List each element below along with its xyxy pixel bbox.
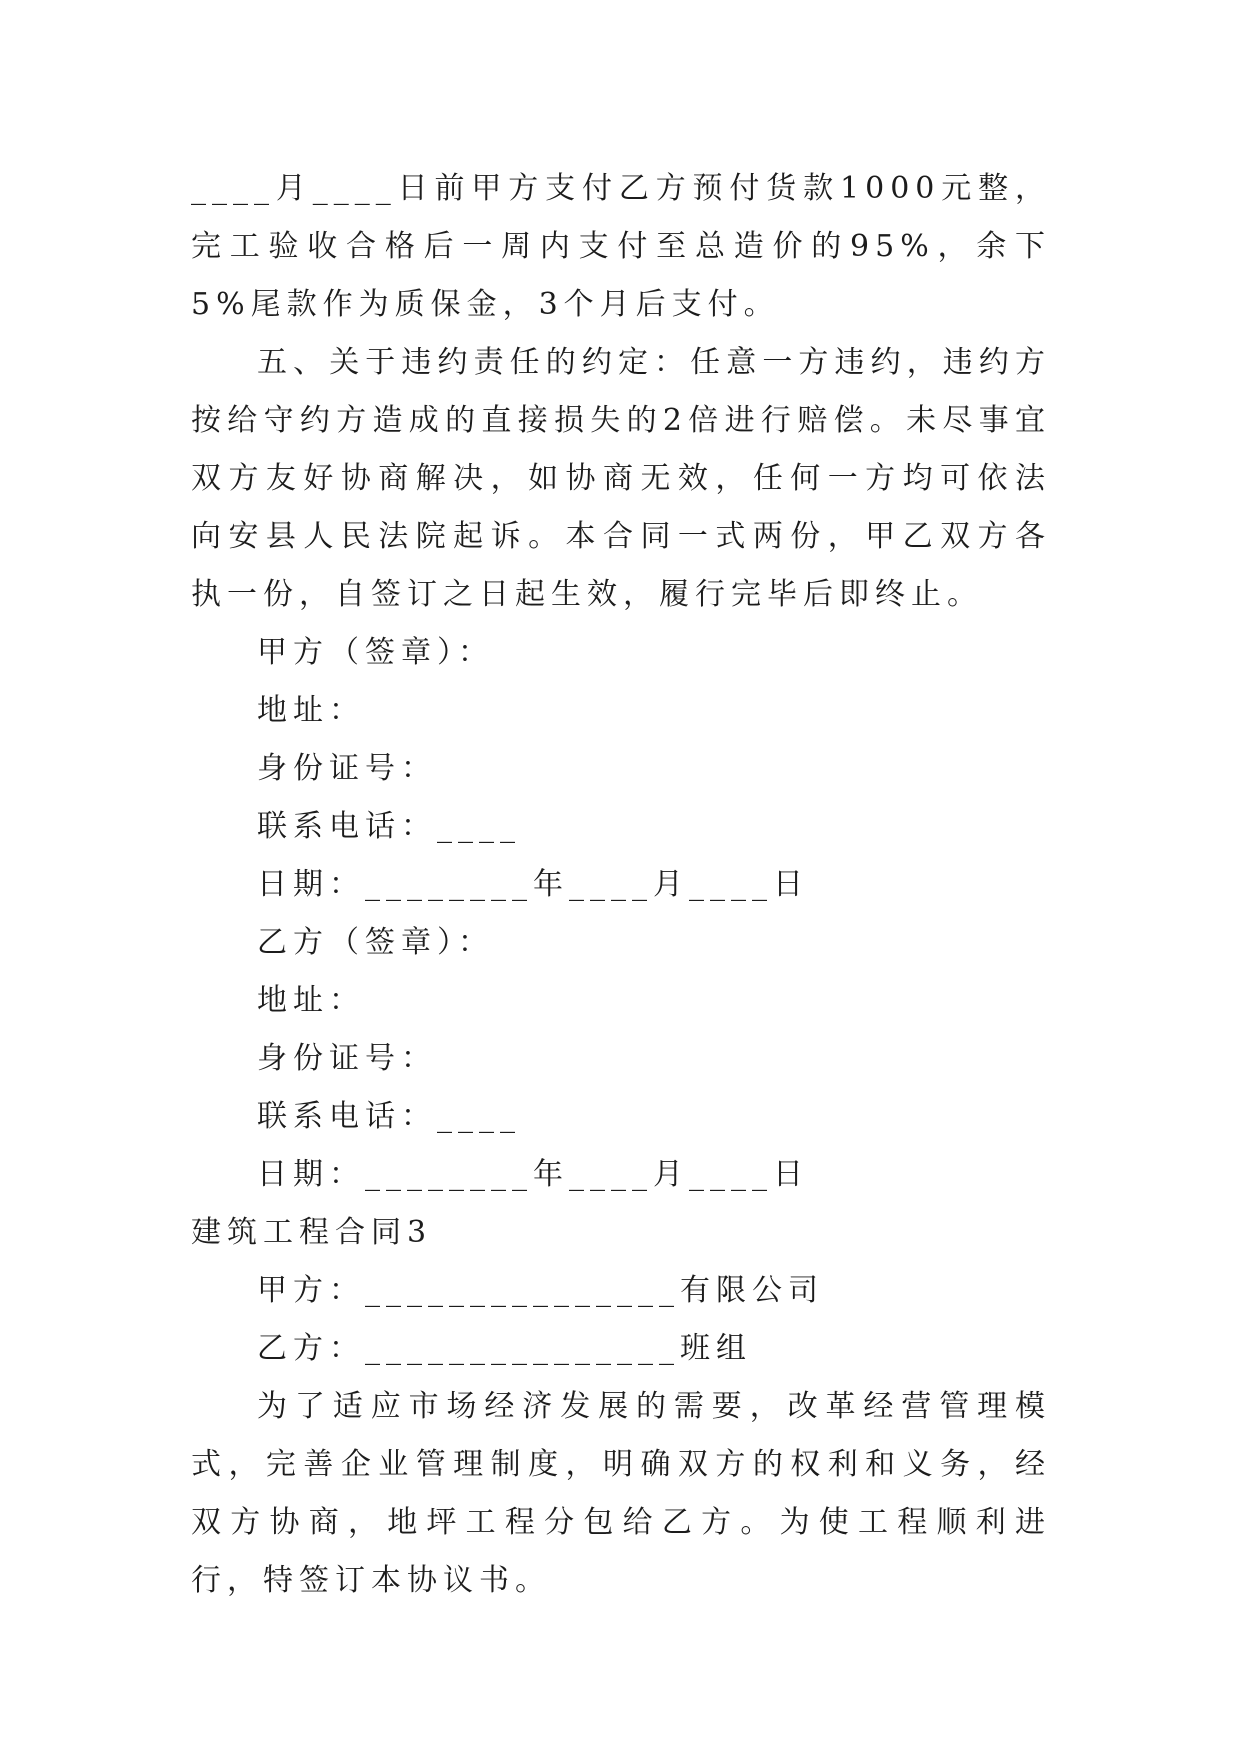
party-b-phone-field: 联系电话：____ [257,1099,521,1134]
party-a-signature-block [191,624,1051,914]
payment-terms-paragraph: ____月____日前甲方支付乙方预付货款1000元整，完工验收合格后一周内支付至总造价的95%，余下5%尾款作为质保金，3个月后支付。 [191,171,1051,322]
document-body [191,160,1051,1610]
party-b-sign-field: 乙方（签章）： [257,925,494,960]
party-a-date-field: 日期：________年____月____日 [257,867,809,902]
party-b-id-field: 身份证号： [257,1041,437,1076]
party-b-address-field: 地址： [257,983,365,1018]
section-title: 建筑工程合同3 [191,1215,433,1250]
party-b-date-field: 日期：________年____月____日 [257,1157,809,1192]
contract3-intro-paragraph: 为了适应市场经济发展的需要，改革经营管理模式，完善企业管理制度，明确双方的权利和义务，经双方协商，地坪工程分包给乙方。为使工程顺利进行，特签订本协议书。 [191,1389,1051,1598]
party-a-id-field: 身份证号： [257,751,437,786]
party-b-signature-block [191,914,1051,1204]
party-a-address-field: 地址： [257,693,365,728]
breach-liability-paragraph: 五、关于违约责任的约定：任意一方违约，违约方按给守约方造成的直接损失的2倍进行赔偿。未尽事宜双方友好协商解决，如协商无效，任何一方均可依法向安县人民法院起诉。本合同一式两份，甲乙双方各执一份，自签订之日起生效，履行完毕后即终止。 [191,345,1051,612]
contract3-party-a-field: 甲方：_______________有限公司 [257,1273,824,1308]
contract3-party-b-field: 乙方：_______________班组 [257,1331,752,1366]
party-a-sign-field: 甲方（签章）： [257,635,494,670]
contract3-parties [191,1262,1051,1378]
party-a-phone-field: 联系电话：____ [257,809,521,844]
